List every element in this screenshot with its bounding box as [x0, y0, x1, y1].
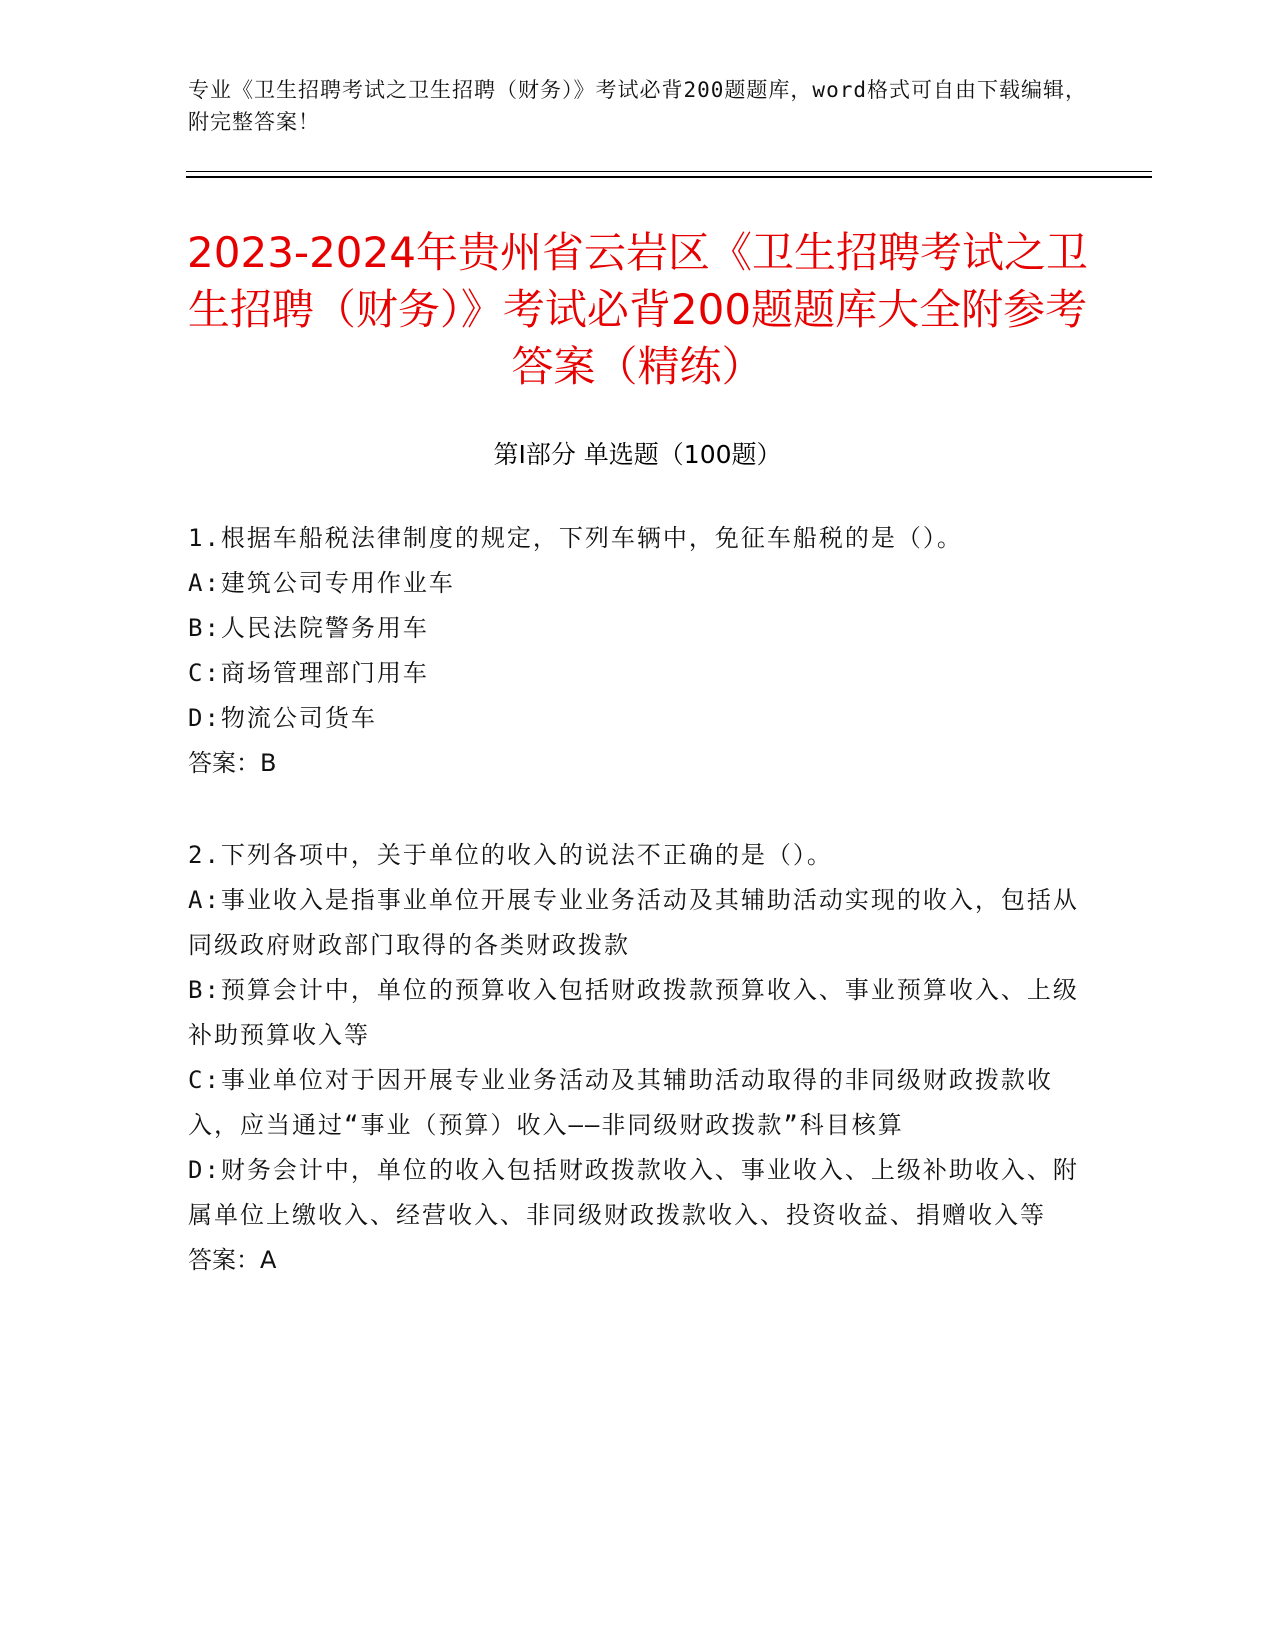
option-b: B:预算会计中，单位的预算收入包括财政拨款预算收入、事业预算收入、上级补助预算收入等 — [188, 976, 1079, 1049]
option-c: C:商场管理部门用车 — [188, 659, 429, 687]
question-stem: 1.根据车船税法律制度的规定，下列车辆中，免征车船税的是（）。 — [188, 524, 963, 552]
option-a: A:事业收入是指事业单位开展专业业务活动及其辅助活动实现的收入，包括从同级政府财政部门取得的各类财政拨款 — [188, 886, 1079, 959]
option-d: D:物流公司货车 — [188, 704, 377, 732]
document-title: 2023-2024年贵州省云岩区《卫生招聘考试之卫生招聘（财务）》考试必背200题题库大全附参考答案（精练） — [187, 228, 1088, 391]
section-heading: 第Ⅰ部分 单选题（100题） — [493, 440, 782, 469]
header-divider-thick — [186, 176, 1152, 178]
option-a: A:建筑公司专用作业车 — [188, 569, 455, 597]
question-stem: 2.下列各项中，关于单位的收入的说法不正确的是（）。 — [188, 841, 833, 869]
option-c: C:事业单位对于因开展专业业务活动及其辅助活动取得的非同级财政拨款收入，应当通过“事业（预算）收入——非同级财政拨款”科目核算 — [188, 1066, 1053, 1139]
option-d: D:财务会计中，单位的收入包括财政拨款收入、事业收入、上级补助收入、附属单位上缴收入、经营收入、非同级财政拨款收入、投资收益、捐赠收入等 — [188, 1156, 1079, 1229]
answer-label: 答案：A — [188, 1246, 277, 1274]
question-2 — [188, 833, 1083, 1283]
option-b: B:人民法院警务用车 — [188, 614, 429, 642]
header-divider-thin — [186, 171, 1152, 172]
header-note: 专业《卫生招聘考试之卫生招聘（财务）》考试必背200题题库，word格式可自由下载编辑，附完整答案！ — [188, 78, 1087, 134]
question-1 — [188, 516, 1083, 786]
answer-label: 答案：B — [188, 749, 277, 777]
